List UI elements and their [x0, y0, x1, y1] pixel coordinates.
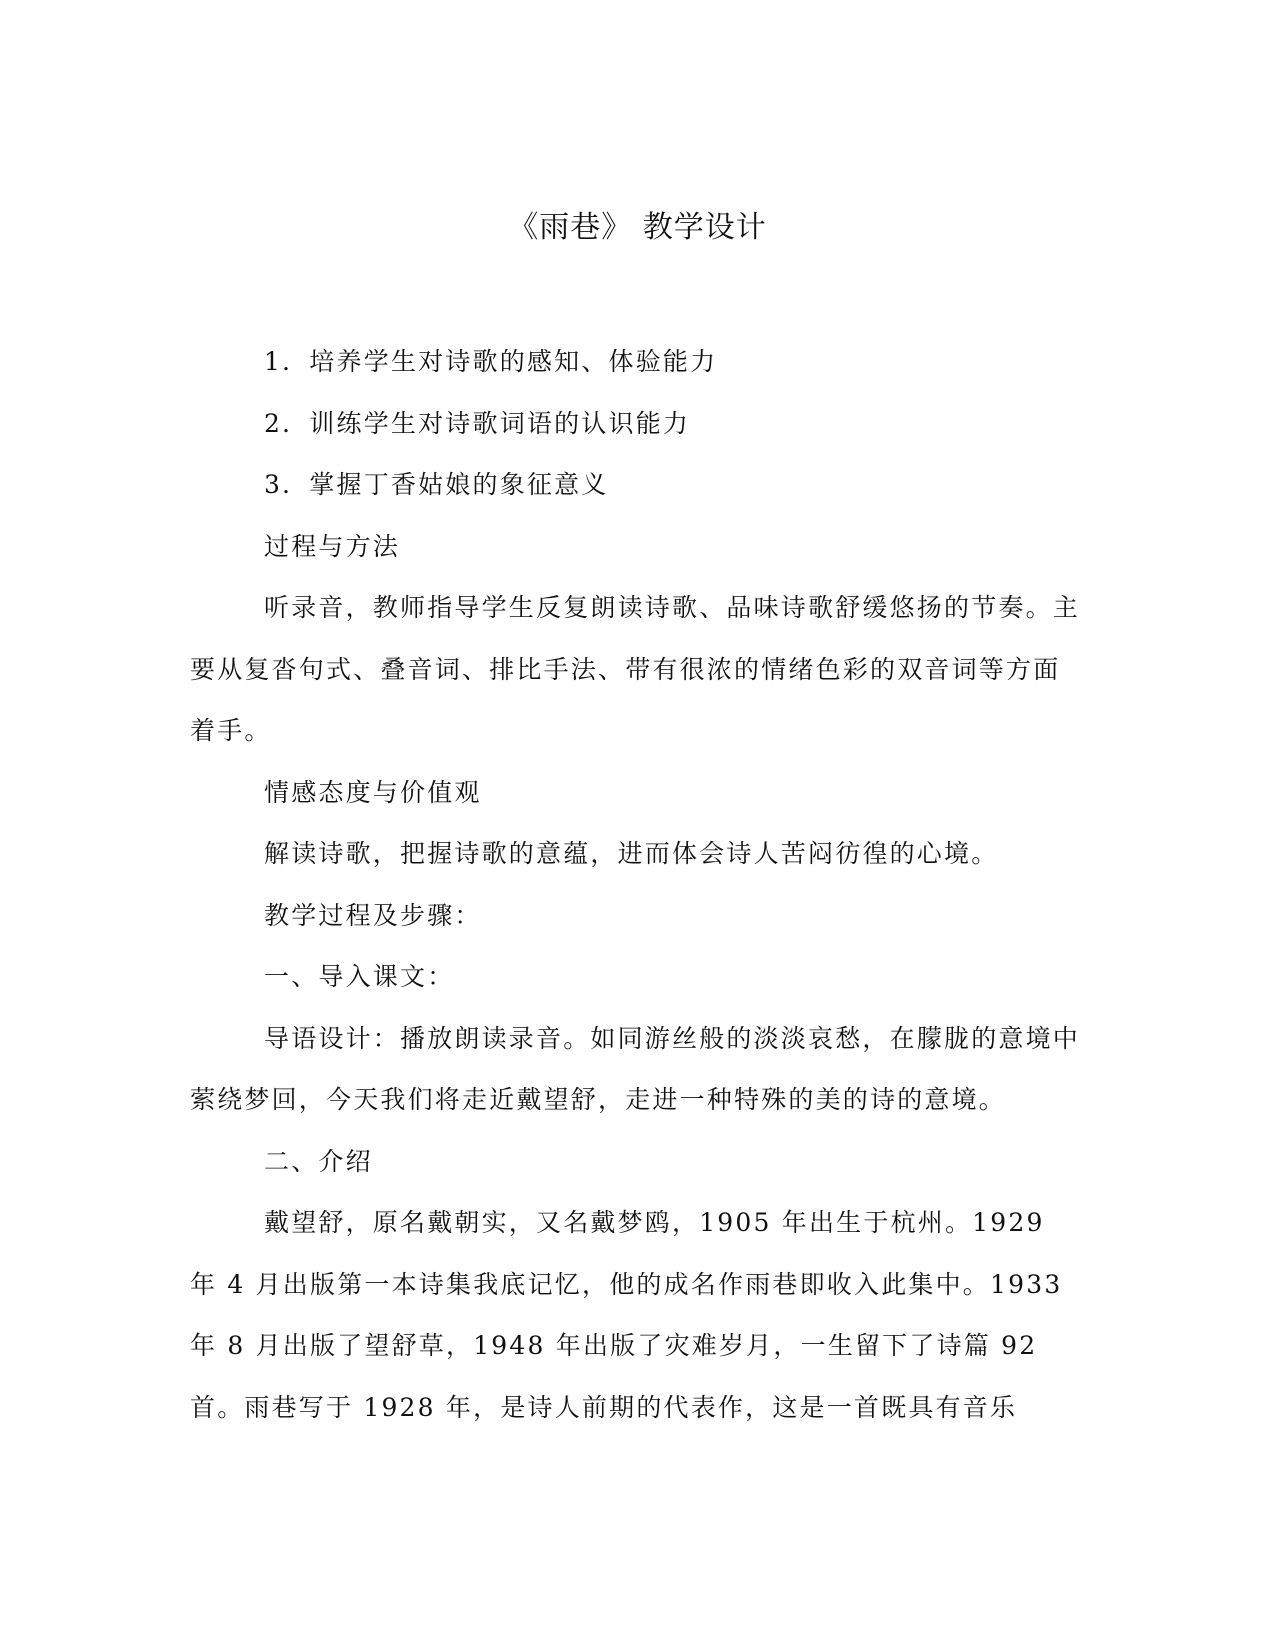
paragraph-lead-in: 导语设计：播放朗读录音。如同游丝般的淡淡哀愁，在朦胧的意境中萦绕梦回，今天我们将走近戴望舒，走进一种特殊的美的诗的意境。	[190, 1023, 1081, 1114]
section-heading-author-intro: 二、介绍	[264, 1146, 373, 1176]
paragraph-author-bio: 戴望舒，原名戴朝实，又名戴梦鸥，1905 年出生于杭州。1929 年 4 月出版第一本诗集我底记忆，他的成名作雨巷即收入此集中。1933 年 8 月出版了望舒草，1948 年出版了灾难岁月，一生留下了诗篇 92 首。雨巷写于 1928 年，是诗人前期的代表作，这是一首既具有音乐	[190, 1208, 1063, 1422]
objective-2: 2．训练学生对诗歌词语的认识能力	[264, 408, 691, 438]
section-heading-values: 情感态度与价值观	[264, 777, 482, 807]
objective-1: 1．培养学生对诗歌的感知、体验能力	[264, 347, 718, 376]
document-title: 《雨巷》 教学设计	[508, 210, 767, 245]
section-heading-teaching-steps: 教学过程及步骤：	[264, 900, 482, 930]
paragraph-interpretation: 解读诗歌，把握诗歌的意蕴，进而体会诗人苦闷彷徨的心境。	[264, 839, 999, 868]
paragraph-listening: 听录音，教师指导学生反复朗读诗歌、品味诗歌舒缓悠扬的节奏。主要从复沓句式、叠音词、排比手法、带有很浓的情绪色彩的双音词等方面着手。	[190, 593, 1081, 745]
section-heading-process-method: 过程与方法	[264, 531, 401, 561]
section-heading-introduction: 一、导入课文：	[264, 962, 455, 991]
document-body	[190, 331, 1080, 1438]
objective-3: 3．掌握丁香姑娘的象征意义	[264, 470, 609, 499]
